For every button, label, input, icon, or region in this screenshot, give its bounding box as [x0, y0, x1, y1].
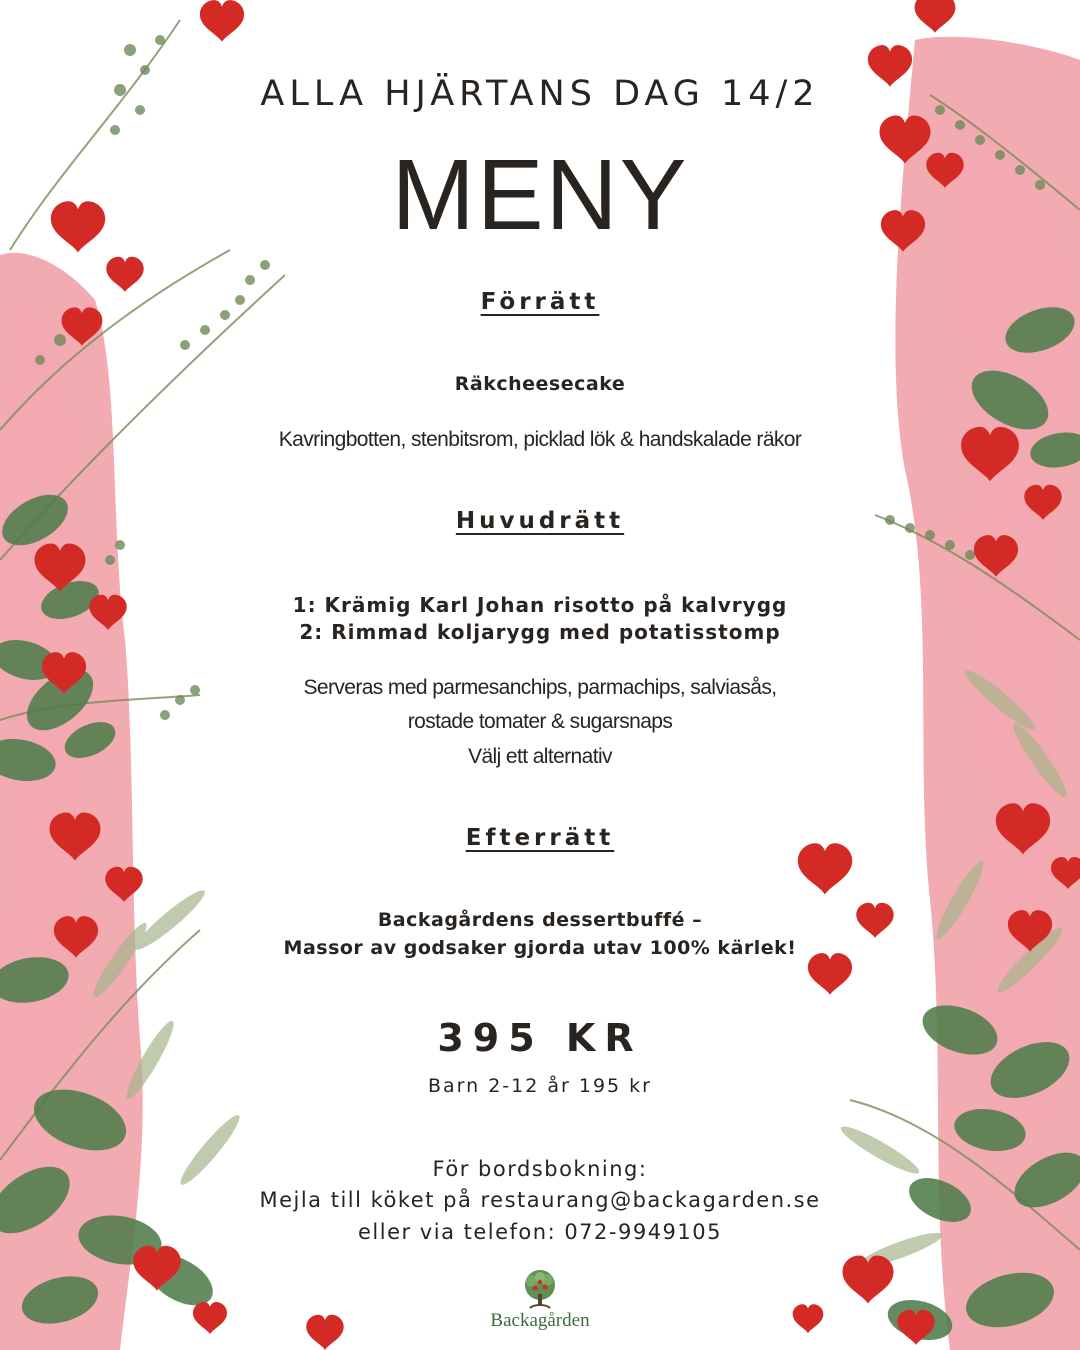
main-description-line-2: rostade tomater & sugarsnaps: [407, 710, 673, 733]
starter-dish: Räkcheesecake: [454, 373, 626, 395]
price: 395 KR: [437, 1016, 643, 1060]
starter-description: Kavringbotten, stenbitsrom, picklad lök & handskalade räkor: [278, 428, 802, 451]
page-title: MENY: [391, 139, 689, 251]
section-heading-starter: Förrätt: [480, 289, 600, 315]
main-note: Välj ett alternativ: [468, 745, 612, 768]
occasion-title: ALLA HJÄRTANS DAG 14/2: [260, 74, 820, 114]
child-price: Barn 2-12 år 195 kr: [427, 1075, 652, 1097]
booking-phone: eller via telefon: 072-9949105: [357, 1220, 723, 1244]
brand-logo-text: Backagården: [490, 1310, 590, 1331]
main-option-2: 2: Rimmad koljarygg med potatisstomp: [299, 620, 781, 644]
dessert-line-2: Massor av godsaker gjorda utav 100% kärlek!: [283, 937, 797, 959]
booking-email: Mejla till köket på restaurang@backagarden.se: [259, 1188, 821, 1212]
section-heading-main: Huvudrätt: [455, 508, 625, 534]
main-description-line-1: Serveras med parmesanchips, parmachips, salviasås,: [303, 676, 777, 699]
tree-logo-icon: [518, 1268, 562, 1310]
main-option-1: 1: Krämig Karl Johan risotto på kalvrygg: [292, 593, 788, 617]
section-heading-dessert: Efterrätt: [465, 825, 615, 851]
booking-heading: För bordsbokning:: [432, 1157, 648, 1181]
dessert-line-1: Backagårdens dessertbuffé –: [377, 909, 703, 931]
